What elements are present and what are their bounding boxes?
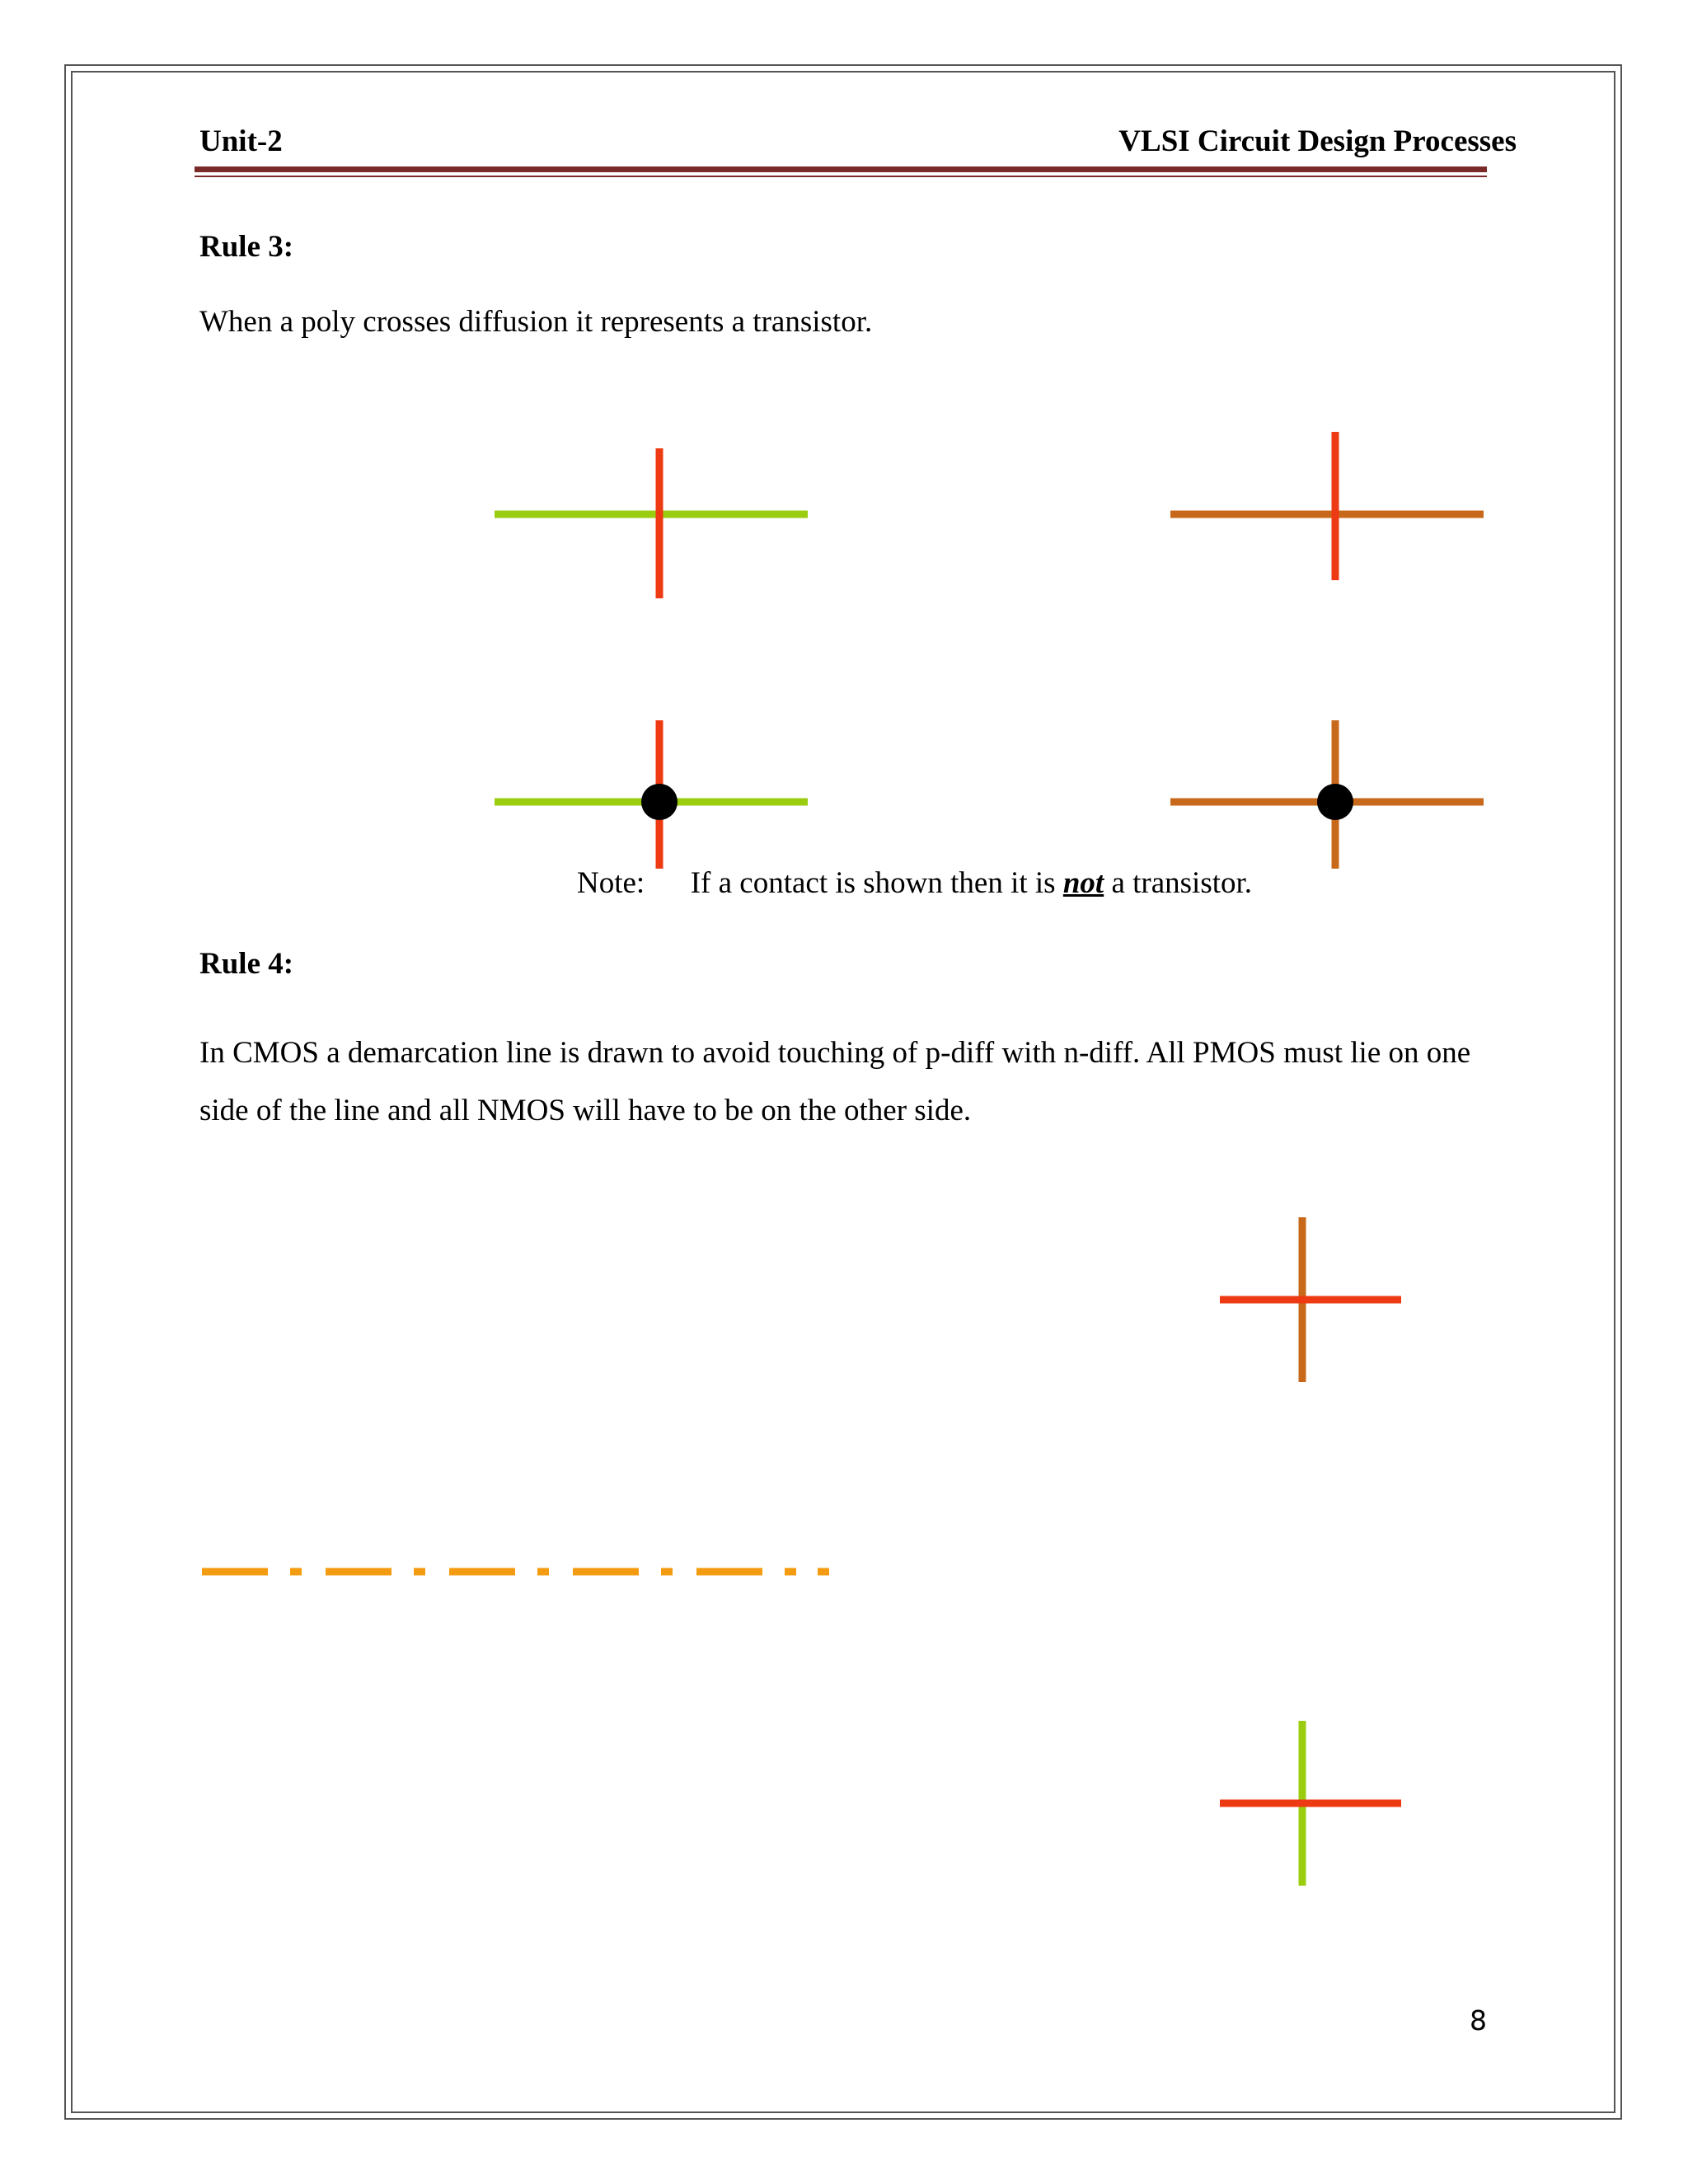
note (577, 865, 1252, 901)
rule4-heading: Rule 4: (199, 947, 294, 981)
note-text-after: a transistor. (1104, 866, 1253, 900)
rule3-text: When a poly crosses diffusion it represents a transistor. (199, 305, 873, 339)
contact-dot (1317, 784, 1353, 820)
nmos-transistor (1220, 1721, 1401, 1886)
header-unit: Unit-2 (199, 124, 283, 158)
pmos-transistor (1220, 1217, 1401, 1382)
note-emphasis: not (1062, 866, 1104, 900)
contact-brown-diffusion (1170, 720, 1484, 869)
contact-dot (641, 784, 678, 820)
page-number: 8 (1470, 2004, 1487, 2036)
rule3-heading: Rule 3: (199, 230, 294, 264)
transistor-green-diffusion (495, 448, 808, 598)
rule4-text: In CMOS a demarcation line is drawn to avoid touching of p-diff with n-diff. All PMOS must lie on one side of the line and all NMOS will have to be on the other side. (199, 1036, 1471, 1127)
header-title: VLSI Circuit Design Processes (1118, 124, 1517, 158)
contact-green-diffusion (495, 720, 808, 869)
note-text-before: If a contact is shown then it is (690, 866, 1063, 900)
note-label: Note: (577, 866, 645, 900)
transistor-brown-diffusion (1170, 432, 1484, 580)
